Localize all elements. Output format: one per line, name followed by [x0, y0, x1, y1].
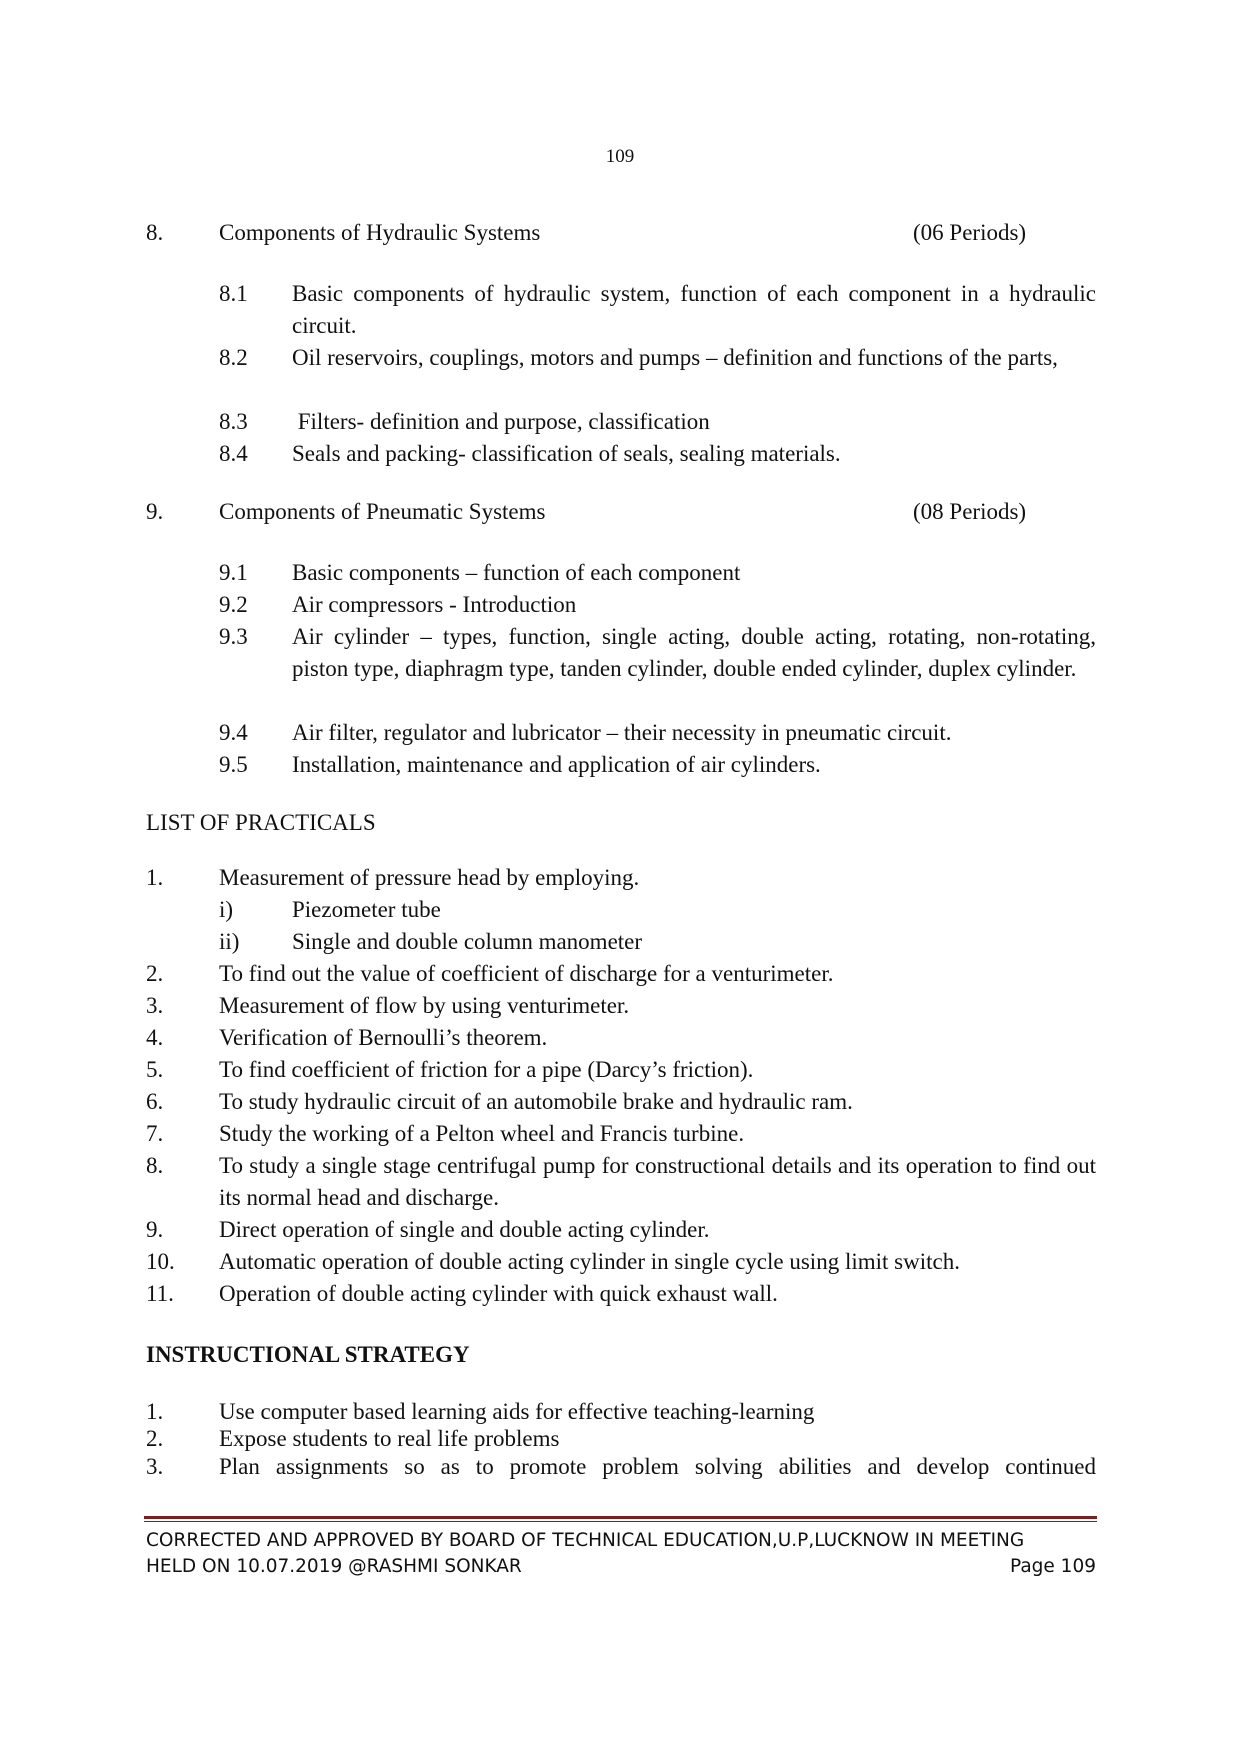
- practical-number: 1.: [146, 865, 164, 890]
- practical-number: 9.: [146, 1217, 164, 1242]
- subsection-number: 8.3: [219, 409, 248, 434]
- practical-number: 8.: [146, 1153, 164, 1178]
- practical-number: 6.: [146, 1089, 164, 1114]
- practical-item: [146, 1086, 1096, 1118]
- strategy-number: 1.: [146, 1399, 164, 1424]
- subsection-number: 8.1: [219, 281, 248, 306]
- practical-text: Study the working of a Pelton wheel and Francis turbine.: [219, 1121, 745, 1146]
- practicals-heading: LIST OF PRACTICALS: [146, 810, 376, 835]
- practical-item: [146, 990, 1096, 1022]
- strategy-item: [146, 1451, 1096, 1483]
- subsection-item: [219, 717, 1096, 749]
- subsection-text: Air compressors - Introduction: [292, 592, 577, 617]
- page-number: 109: [605, 146, 635, 167]
- subsection-item: [219, 406, 1096, 438]
- practical-text: Direct operation of single and double acting cylinder.: [219, 1217, 710, 1242]
- practical-subitem-number: ii): [219, 929, 240, 954]
- practical-number: 10.: [146, 1249, 175, 1274]
- subsection-item: [219, 557, 1096, 589]
- section-title: Components of Hydraulic Systems: [219, 220, 541, 245]
- practical-subitem-text: Piezometer tube: [292, 897, 441, 922]
- subsection-item: [219, 621, 1096, 685]
- practical-item: [146, 1150, 1096, 1214]
- footer-line-1: CORRECTED AND APPROVED BY BOARD OF TECHNICAL EDUCATION,U.P,LUCKNOW IN MEETING: [146, 1530, 1025, 1551]
- practical-item: [146, 1278, 1096, 1310]
- practical-text: Operation of double acting cylinder with quick exhaust wall.: [219, 1281, 778, 1306]
- practical-number: 5.: [146, 1057, 164, 1082]
- practical-text: To study hydraulic circuit of an automobile brake and hydraulic ram.: [219, 1089, 853, 1114]
- strategy-number: 3.: [146, 1454, 164, 1479]
- practical-text: To find out the value of coefficient of discharge for a venturimeter.: [219, 961, 834, 986]
- subsection-number: 9.1: [219, 560, 248, 585]
- strategy-text: Expose students to real life problems: [219, 1426, 560, 1451]
- section-periods: (08 Periods): [913, 499, 1027, 524]
- practical-item: [146, 1214, 1096, 1246]
- footer-page-label: Page 109: [1010, 1556, 1096, 1577]
- section-number: 9.: [146, 499, 164, 524]
- practical-number: 4.: [146, 1025, 164, 1050]
- practical-text: Automatic operation of double acting cylinder in single cycle using limit switch.: [219, 1249, 960, 1274]
- practical-number: 2.: [146, 961, 164, 986]
- practical-text: Measurement of flow by using venturimeter.: [219, 993, 630, 1018]
- subsection-item: [219, 438, 1096, 470]
- section-periods: (06 Periods): [913, 220, 1027, 245]
- practical-item: [146, 1118, 1096, 1150]
- practical-item: [146, 958, 1096, 990]
- strategy-number: 2.: [146, 1426, 164, 1451]
- footer-approval-text: HELD ON 10.07.2019 @RASHMI SONKAR: [146, 1556, 522, 1577]
- strategy-heading: INSTRUCTIONAL STRATEGY: [146, 1342, 470, 1367]
- subsection-item: [219, 342, 1096, 374]
- subsection-item: [219, 589, 1096, 621]
- subsection-number: 8.4: [219, 441, 248, 466]
- practical-text: Measurement of pressure head by employing.: [219, 865, 640, 890]
- practical-number: 11.: [146, 1281, 174, 1306]
- practical-number: 3.: [146, 993, 164, 1018]
- strategy-text: Use computer based learning aids for effective teaching-learning: [219, 1399, 815, 1424]
- subsection-number: 9.4: [219, 720, 248, 745]
- subsection-number: 9.5: [219, 752, 248, 777]
- subsection-item: [219, 749, 1096, 781]
- footer-rule-thin: [144, 1521, 1097, 1522]
- practical-item: [146, 1054, 1096, 1086]
- subsection-text: Basic components of hydraulic system, function of each component in a hydraulic circuit.: [292, 281, 1096, 338]
- practical-item: [146, 1246, 1096, 1278]
- practical-item: [146, 862, 1096, 894]
- subsection-text: Basic components – function of each component: [292, 560, 741, 585]
- practical-text: To study a single stage centrifugal pump for constructional details and its operation to find out its normal head and discharge.: [219, 1153, 1096, 1210]
- practical-text: To find coefficient of friction for a pipe (Darcy’s friction).: [219, 1057, 754, 1082]
- footer-rule: [144, 1516, 1097, 1519]
- practical-number: 7.: [146, 1121, 164, 1146]
- practical-subitem-text: Single and double column manometer: [292, 929, 643, 954]
- subsection-number: 9.3: [219, 624, 248, 649]
- subsection-text: Air filter, regulator and lubricator – their necessity in pneumatic circuit.: [292, 720, 952, 745]
- subsection-text: Air cylinder – types, function, single acting, double acting, rotating, non-rotating, piston type, diaphragm type, tanden cylinder, double ended cylinder, duplex cylinder.: [292, 624, 1096, 681]
- section-number: 8.: [146, 220, 164, 245]
- footer-line-2: [146, 1556, 1096, 1577]
- practical-item: [146, 1022, 1096, 1054]
- subsection-text: Seals and packing- classification of seals, sealing materials.: [292, 441, 841, 466]
- subsection-text: Filters- definition and purpose, classification: [292, 409, 710, 434]
- section-title: Components of Pneumatic Systems: [219, 499, 546, 524]
- subsection-number: 8.2: [219, 345, 248, 370]
- subsection-item: [219, 278, 1096, 342]
- subsection-text: Installation, maintenance and application of air cylinders.: [292, 752, 821, 777]
- subsection-number: 9.2: [219, 592, 248, 617]
- practical-subitem-number: i): [219, 897, 234, 922]
- strategy-text: Plan assignments so as to promote problem solving abilities and develop continued: [219, 1454, 1096, 1479]
- subsection-text: Oil reservoirs, couplings, motors and pumps – definition and functions of the parts,: [292, 345, 1058, 370]
- practical-text: Verification of Bernoulli’s theorem.: [219, 1025, 548, 1050]
